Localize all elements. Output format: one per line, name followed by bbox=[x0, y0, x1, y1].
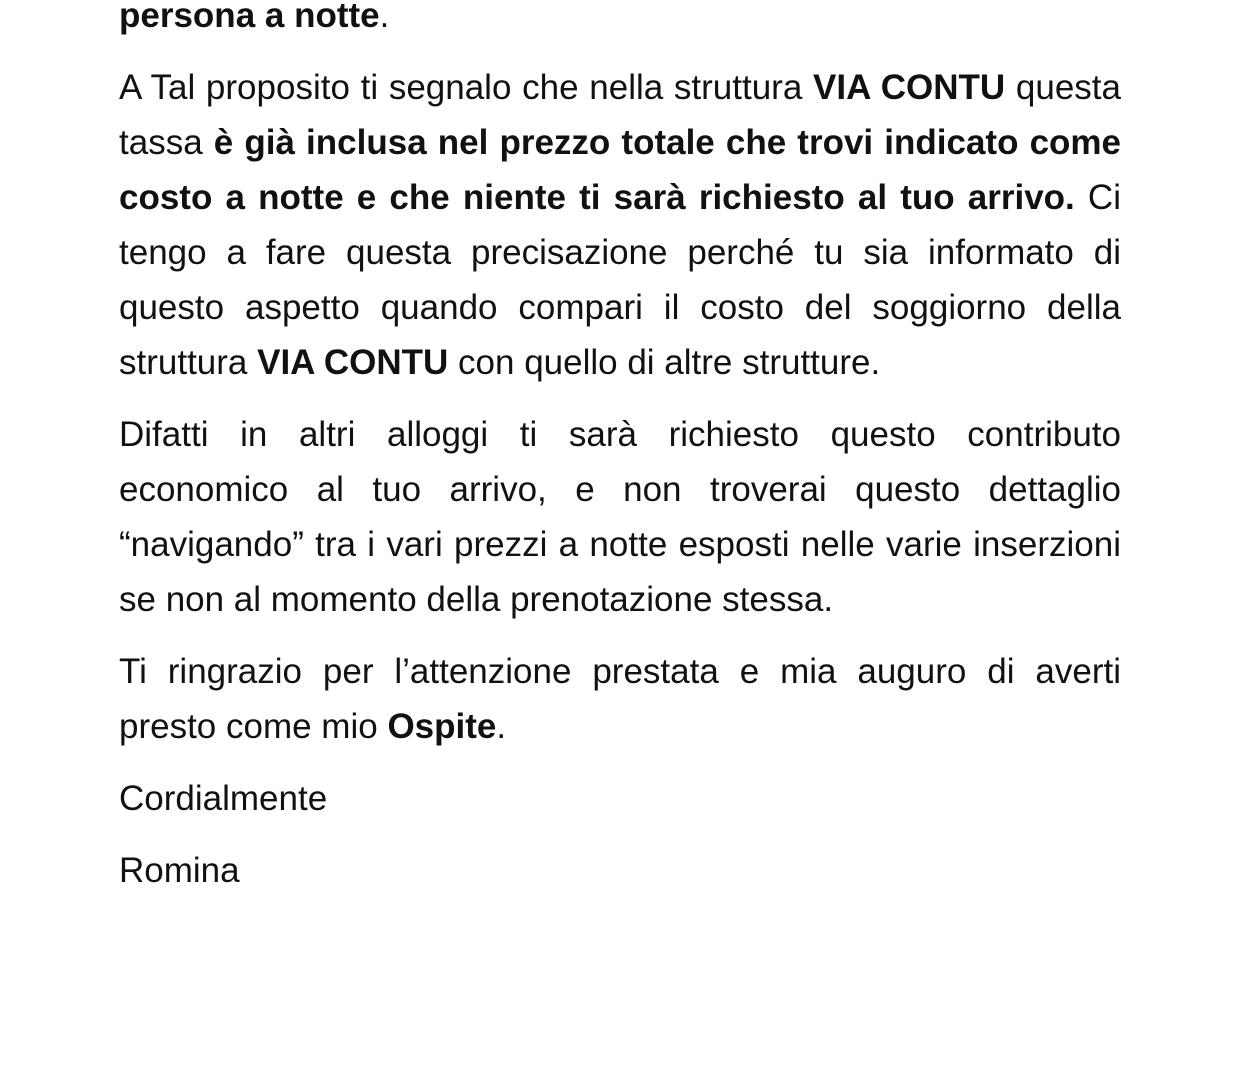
document-page bbox=[119, 0, 1121, 915]
bold-statement: è già inclusa nel prezzo totale che trovi indicato come costo a notte e che niente ti sarà richiesto al tuo arrivo. bbox=[119, 123, 1121, 217]
intro-line-fragment bbox=[119, 0, 1121, 43]
punctuation: . bbox=[379, 0, 390, 35]
signature-name: Romina bbox=[119, 851, 240, 890]
guest-word: Ospite bbox=[387, 707, 497, 746]
paragraph-tax-info bbox=[119, 60, 1121, 390]
closing-salutation: Cordialmente bbox=[119, 779, 328, 818]
punctuation: . bbox=[496, 707, 507, 746]
text-run: A Tal proposito ti segnalo che nella struttura bbox=[119, 68, 814, 107]
bold-phrase: persona a notte bbox=[119, 0, 380, 35]
paragraph-thanks bbox=[119, 644, 1121, 754]
text-run: con quello di altre strutture. bbox=[448, 343, 881, 382]
paragraph-other-lodgings: Difatti in altri alloggi ti sarà richiesto questo contributo economico al tuo arrivo, e non troverai questo dettaglio “navigando” tra i vari prezzi a notte esposti nelle varie inserzioni se non al momento della prenotazione stessa. bbox=[119, 415, 1121, 619]
property-name: VIA CONTU bbox=[813, 68, 1006, 107]
property-name: VIA CONTU bbox=[257, 343, 449, 382]
text-run: Ti ringrazio per l’attenzione prestata e mia auguro di averti presto come mio bbox=[119, 652, 1121, 746]
text-run: questa tassa bbox=[119, 68, 1121, 162]
text-run: Ci tengo a fare questa precisazione perché tu sia informato di questo aspetto quando compari il costo del soggiorno della struttura bbox=[119, 178, 1121, 382]
